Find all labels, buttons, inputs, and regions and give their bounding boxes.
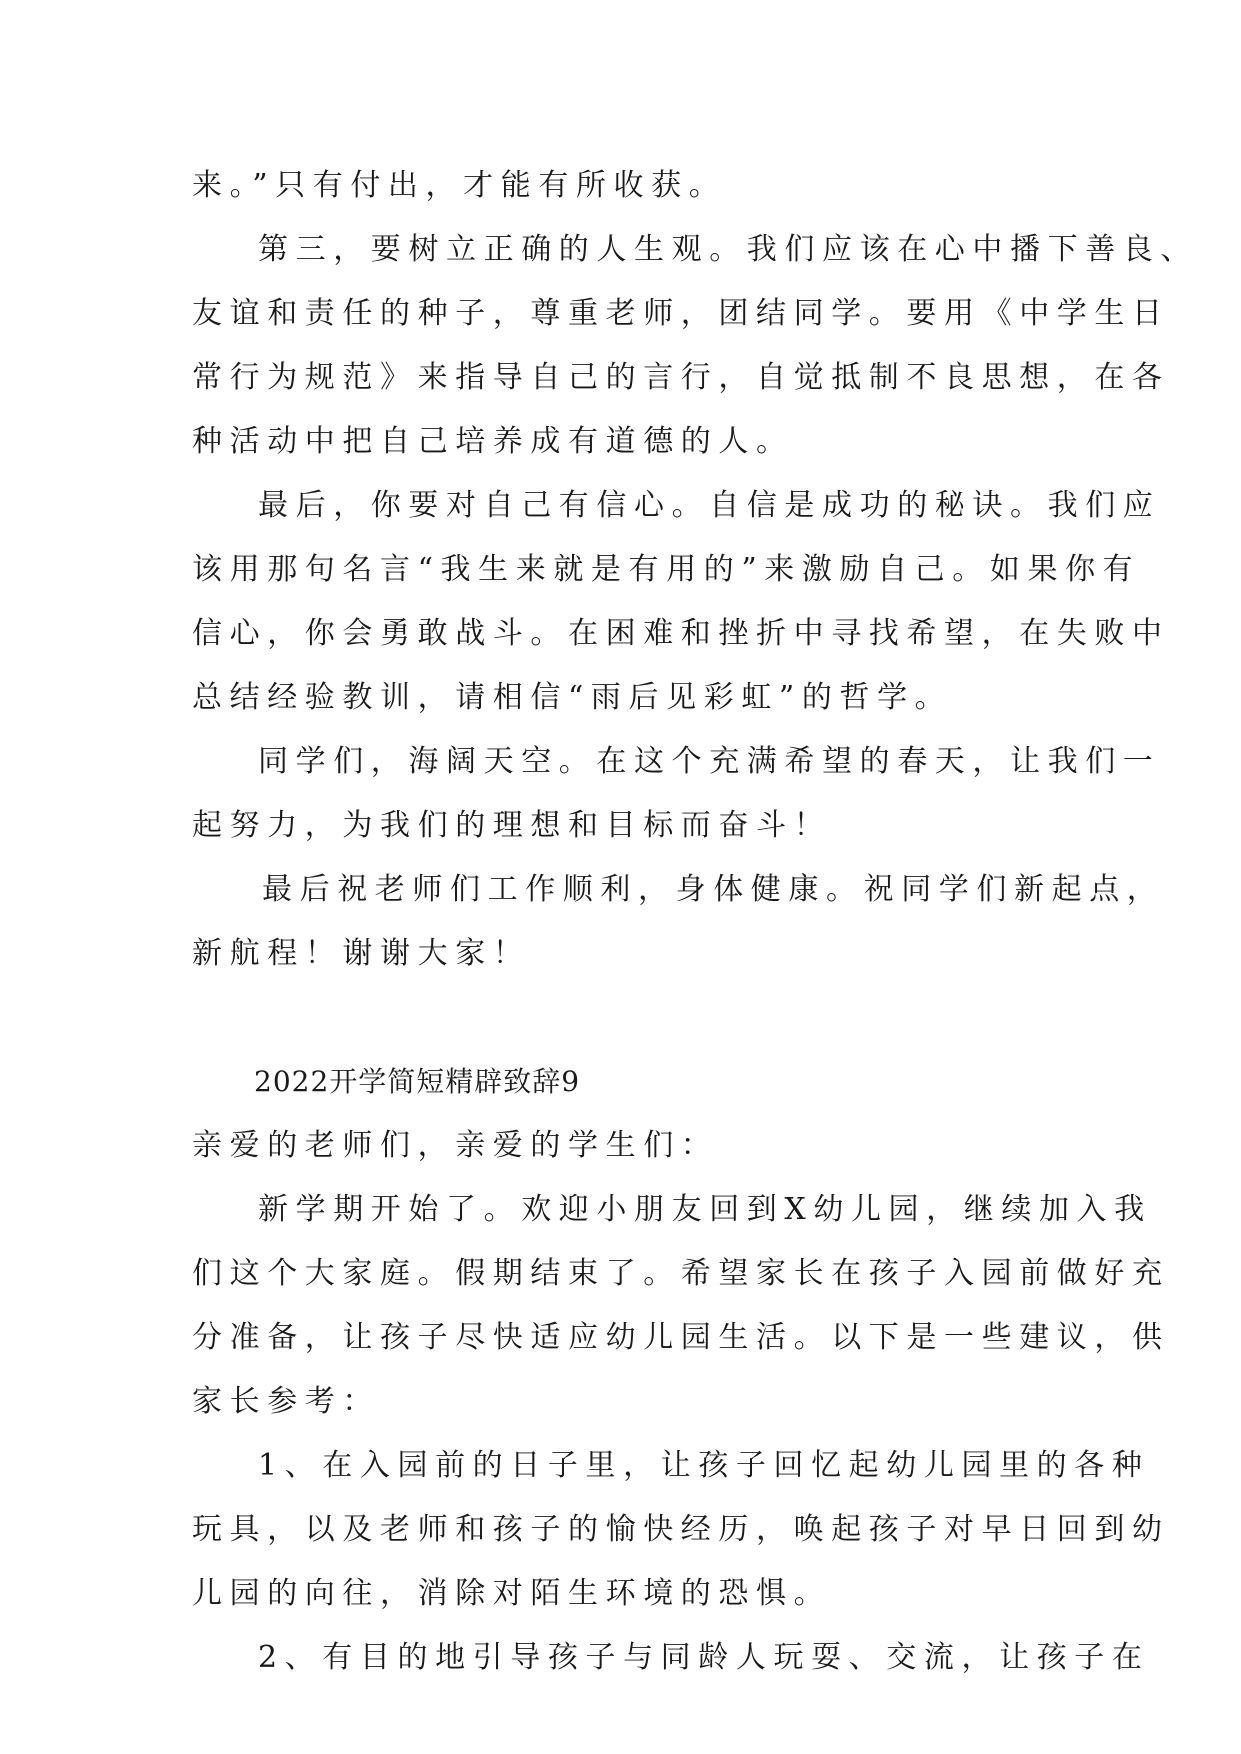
text-line: 该用那句名言“我生来就是有用的”来激励自己。如果你有	[192, 552, 1141, 587]
text-line: 信心，你会勇敢战斗。在困难和挫折中寻找希望，在失败中	[192, 616, 1170, 651]
text-line: 总结经验教训，请相信“雨后见彩虹”的哲学。	[192, 680, 953, 715]
paragraph-line: 第三，要树立正确的人生观。我们应该在心中播下善良、	[258, 232, 1198, 267]
paragraph-line: 最后，你要对自己有信心。自信是成功的秘诀。我们应	[258, 488, 1161, 523]
paragraph-line: 新学期开始了。欢迎小朋友回到X幼儿园，继续加入我	[258, 1192, 1152, 1227]
text-line: 儿园的向往，消除对陌生环境的恐惧。	[192, 1576, 832, 1611]
paragraph-line: 同学们，海阔天空。在这个充满希望的春天，让我们一	[258, 744, 1161, 779]
salutation-line: 亲爱的老师们，亲爱的学生们：	[192, 1128, 719, 1163]
section-heading: 2022开学简短精辟致辞9	[254, 1065, 581, 1098]
text-line: 们这个大家庭。假期结束了。希望家长在孩子入园前做好充	[192, 1256, 1170, 1291]
text-line: 分准备，让孩子尽快适应幼儿园生活。以下是一些建议，供	[192, 1320, 1170, 1355]
text-line: 种活动中把自己培养成有道德的人。	[192, 424, 794, 459]
text-line: 起努力，为我们的理想和目标而奋斗！	[192, 808, 832, 843]
text-line: 玩具，以及老师和孩子的愉快经历，唤起孩子对早日回到幼	[192, 1512, 1170, 1547]
text-line: 家长参考：	[192, 1384, 380, 1419]
paragraph-line: 2、有目的地引导孩子与同龄人玩耍、交流，让孩子在	[258, 1640, 1150, 1675]
text-line: 来。”只有付出，才能有所收获。	[192, 168, 727, 203]
text-line: 友谊和责任的种子，尊重老师，团结同学。要用《中学生日	[192, 296, 1170, 331]
paragraph-line: 最后祝老师们工作顺利，身体健康。祝同学们新起点，	[262, 872, 1165, 907]
paragraph-line: 1、在入园前的日子里，让孩子回忆起幼儿园里的各种	[258, 1448, 1150, 1483]
text-line: 新航程！谢谢大家！	[192, 936, 531, 971]
text-line: 常行为规范》来指导自己的言行，自觉抵制不良思想，在各	[192, 360, 1170, 395]
